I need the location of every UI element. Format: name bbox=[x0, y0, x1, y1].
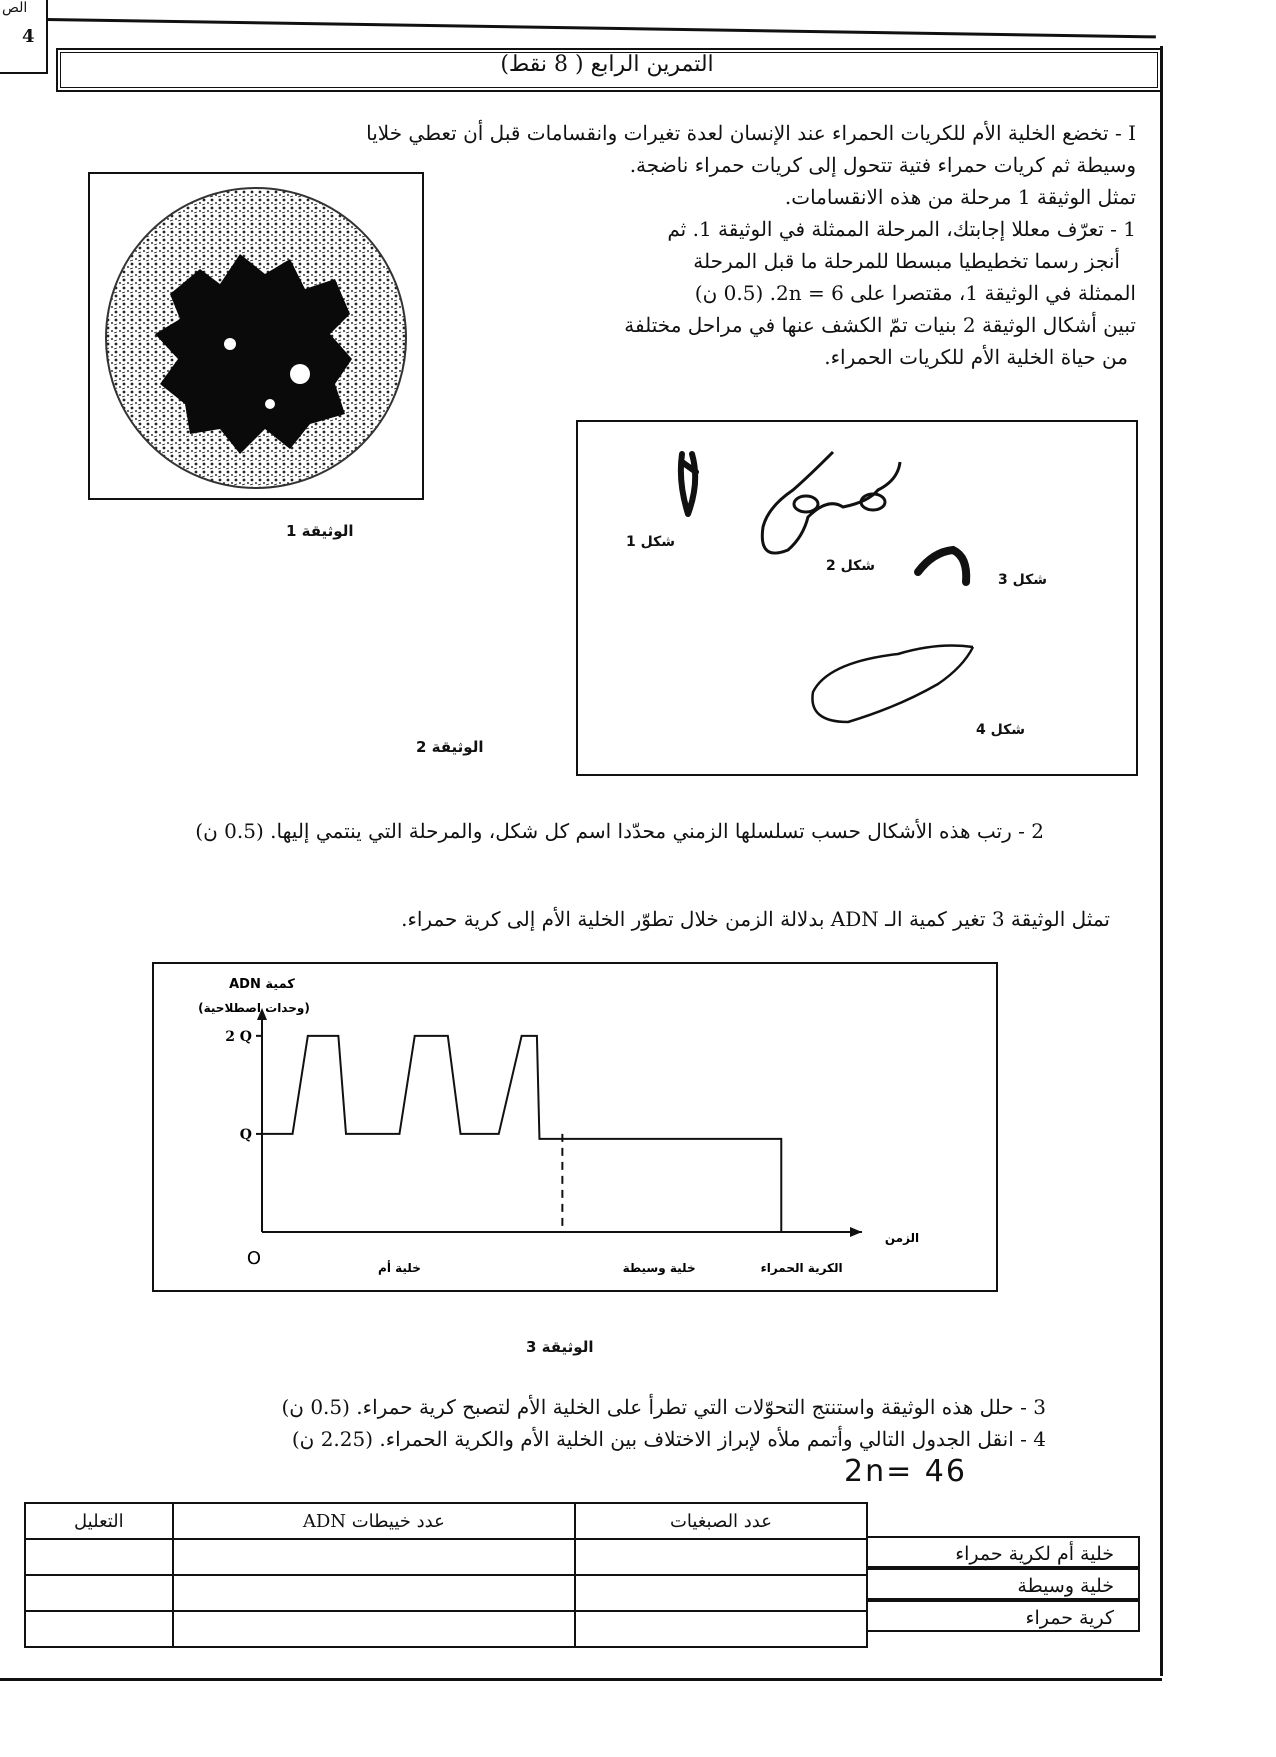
table-cell bbox=[173, 1611, 575, 1647]
cell-micrograph bbox=[90, 174, 422, 498]
shape-2-label: شكل 2 bbox=[826, 558, 876, 574]
phase-label: الكرية الحمراء bbox=[760, 1261, 843, 1275]
intro-line-3: تمثل الوثيقة 1 مرحلة من هذه الانقسامات. bbox=[784, 185, 1136, 209]
document-3-intro: تمثل الوثيقة 3 تغير كمية الـ ADN بدلالة الزمن خلال تطوّر الخلية الأم إلى كرية حمراء. bbox=[401, 907, 1110, 931]
document-3-chart bbox=[152, 962, 998, 1292]
question-3: 3 - حلل هذه الوثيقة واستنتج التحوّلات التي تطرأ على الخلية الأم لتصبح كرية حمراء. (0.5 ن) bbox=[281, 1395, 1046, 1419]
table-cell bbox=[173, 1575, 575, 1611]
doc2-intro-line-1: تبين أشكال الوثيقة 2 بنيات تمّ الكشف عنها في مراحل مختلفة bbox=[624, 313, 1136, 337]
table-cell bbox=[25, 1575, 173, 1611]
document-3-caption: الوثيقة 3 bbox=[526, 1338, 594, 1356]
adn-series-line bbox=[262, 1036, 781, 1232]
chromosome-x-shape bbox=[681, 454, 696, 514]
page-number: 4 bbox=[22, 26, 35, 47]
row-label-intermediate-cell: خلية وسيطة bbox=[868, 1568, 1140, 1600]
top-rule bbox=[46, 18, 1156, 38]
document-2-box bbox=[576, 420, 1138, 776]
x-axis-arrow bbox=[850, 1227, 862, 1237]
table-cell bbox=[575, 1539, 867, 1575]
q1-line-1: 1 - تعرّف معللا إجابتك، المرحلة الممثلة في الوثيقة 1. ثم bbox=[667, 217, 1136, 241]
filament-shape bbox=[762, 452, 900, 553]
table-grid bbox=[24, 1502, 868, 1648]
header-adn-filaments: ADN عدد خييطات bbox=[173, 1503, 575, 1539]
y-tick-label: 2 Q bbox=[225, 1028, 252, 1045]
bottom-rule bbox=[0, 1678, 1162, 1681]
shape-4-label: شكل 4 bbox=[976, 722, 1026, 738]
exercise-title: التمرين الرابع ( 8 نقط) bbox=[500, 52, 714, 77]
right-rule bbox=[1160, 46, 1163, 1676]
table-cell bbox=[173, 1539, 575, 1575]
phase-label: خلية أم bbox=[378, 1261, 421, 1275]
header-justification: التعليل bbox=[25, 1503, 173, 1539]
document-2-caption: الوثيقة 2 bbox=[416, 738, 484, 756]
y-tick-label: Q bbox=[239, 1126, 252, 1143]
question-2: 2 - رتب هذه الأشكال حسب تسلسلها الزمني محدّدا اسم كل شكل، والمرحلة التي ينتمي إليها. (0.5 ن) bbox=[195, 819, 1044, 843]
header-chromosome-count: عدد الصبغيات bbox=[575, 1503, 867, 1539]
table-cell bbox=[25, 1611, 173, 1647]
condensed-rod-shape bbox=[918, 550, 966, 582]
doc2-intro-line-2: من حياة الخلية الأم للكريات الحمراء. bbox=[824, 345, 1128, 369]
x-axis-label: الزمن bbox=[884, 1231, 920, 1245]
origin-label: O bbox=[246, 1248, 262, 1269]
shape-1-label: شكل 1 bbox=[626, 534, 676, 550]
diffuse-loop-shape bbox=[812, 646, 973, 722]
intro-line-2: وسيطة ثم كريات حمراء فتية تتحول إلى كريات حمراء ناضجة. bbox=[629, 153, 1136, 177]
row-label-mother-cell: خلية أم لكرية حمراء bbox=[868, 1536, 1140, 1568]
phase-label: خلية وسيطة bbox=[622, 1261, 696, 1275]
y-axis-unit: (وحدات اصطلاحية) bbox=[198, 1001, 310, 1015]
corner-label: الص bbox=[2, 0, 28, 16]
document-1-caption: الوثيقة 1 bbox=[286, 522, 354, 540]
row-label-red-cell: كرية حمراء bbox=[868, 1600, 1140, 1632]
q1-line-3: الممثلة في الوثيقة 1، مقتصرا على 2n = 6. (0.5 ن) bbox=[694, 281, 1136, 305]
handwritten-note: 2n= 46 bbox=[844, 1454, 967, 1489]
table-row-labels bbox=[868, 1536, 1140, 1632]
table-cell bbox=[25, 1539, 173, 1575]
question-4: 4 - انقل الجدول التالي وأتمم ملأه لإبراز الاختلاف بين الخلية الأم والكرية الحمراء. (2.25 ن) bbox=[291, 1427, 1046, 1451]
document-1-image bbox=[88, 172, 424, 500]
y-axis-label: كمية ADN bbox=[229, 977, 295, 992]
table-cell bbox=[575, 1611, 867, 1647]
intro-line-1: I - تخضع الخلية الأم للكريات الحمراء عند الإنسان لعدة تغيرات وانقسامات قبل أن تعطي خلايا bbox=[366, 121, 1136, 145]
chromatin-shapes bbox=[578, 422, 1136, 774]
table-cell bbox=[575, 1575, 867, 1611]
q1-line-2: أنجز رسما تخطيطيا مبسطا للمرحلة ما قبل المرحلة bbox=[693, 249, 1120, 273]
shape-3-label: شكل 3 bbox=[998, 572, 1048, 588]
adn-graph bbox=[154, 964, 996, 1290]
